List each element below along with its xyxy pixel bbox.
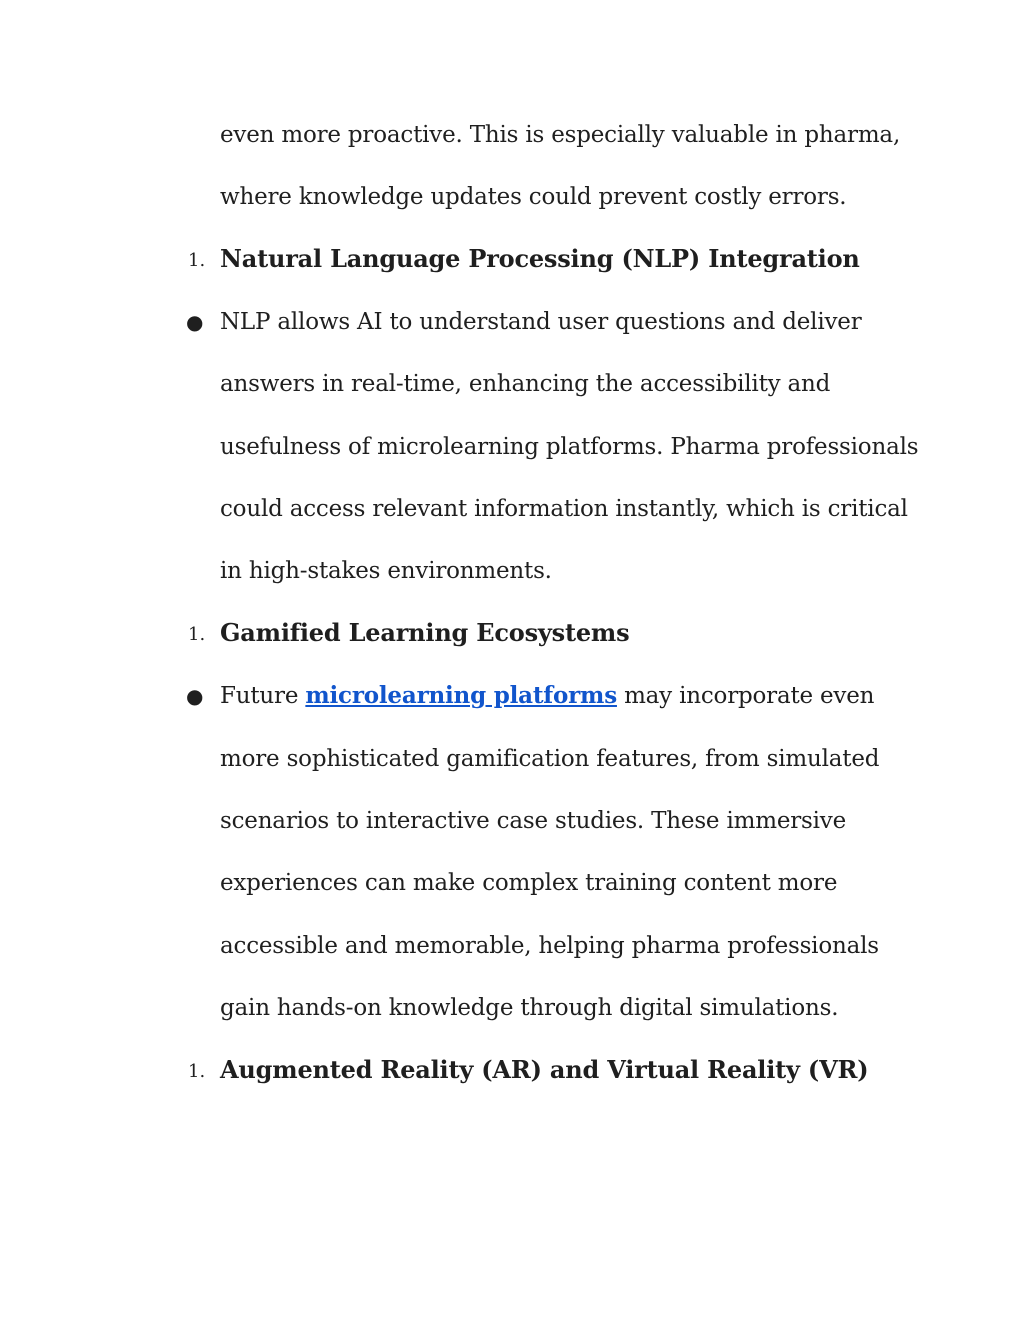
microlearning-platforms-link[interactable]: microlearning platforms <box>305 682 617 709</box>
section-heading: Natural Language Processing (NLP) Integration <box>220 244 860 273</box>
paragraph-line: answers in real-time, enhancing the accessibility and <box>220 371 831 397</box>
paragraph-line: in high-stakes environments. <box>220 558 552 584</box>
paragraph-line: even more proactive. This is especially valuable in pharma, <box>220 122 901 148</box>
paragraph-line: usefulness of microlearning platforms. Pharma professionals <box>220 434 919 460</box>
paragraph-line: accessible and memorable, helping pharma professionals <box>220 933 879 959</box>
section-heading: Augmented Reality (AR) and Virtual Reality (VR) <box>220 1055 869 1084</box>
paragraph-line: could access relevant information instantly, which is critical <box>220 496 908 522</box>
list-number-marker: 1. <box>188 1061 206 1082</box>
paragraph-line: gain hands-on knowledge through digital simulations. <box>220 995 839 1021</box>
line-prefix-text: Future <box>220 683 306 709</box>
paragraph-line: NLP allows AI to understand user questions and deliver <box>220 309 862 335</box>
paragraph-line-with-link <box>220 681 874 711</box>
paragraph-line: experiences can make complex training content more <box>220 870 838 896</box>
line-suffix-text: may incorporate even <box>616 683 875 709</box>
bullet-marker: ● <box>186 310 204 334</box>
list-number-marker: 1. <box>188 250 206 271</box>
list-number-marker: 1. <box>188 624 206 645</box>
paragraph-line: more sophisticated gamification features, from simulated <box>220 746 880 772</box>
paragraph-line: scenarios to interactive case studies. These immersive <box>220 808 846 834</box>
paragraph-line: where knowledge updates could prevent costly errors. <box>220 184 847 210</box>
bullet-marker: ● <box>186 684 204 708</box>
section-heading: Gamified Learning Ecosystems <box>220 618 630 647</box>
